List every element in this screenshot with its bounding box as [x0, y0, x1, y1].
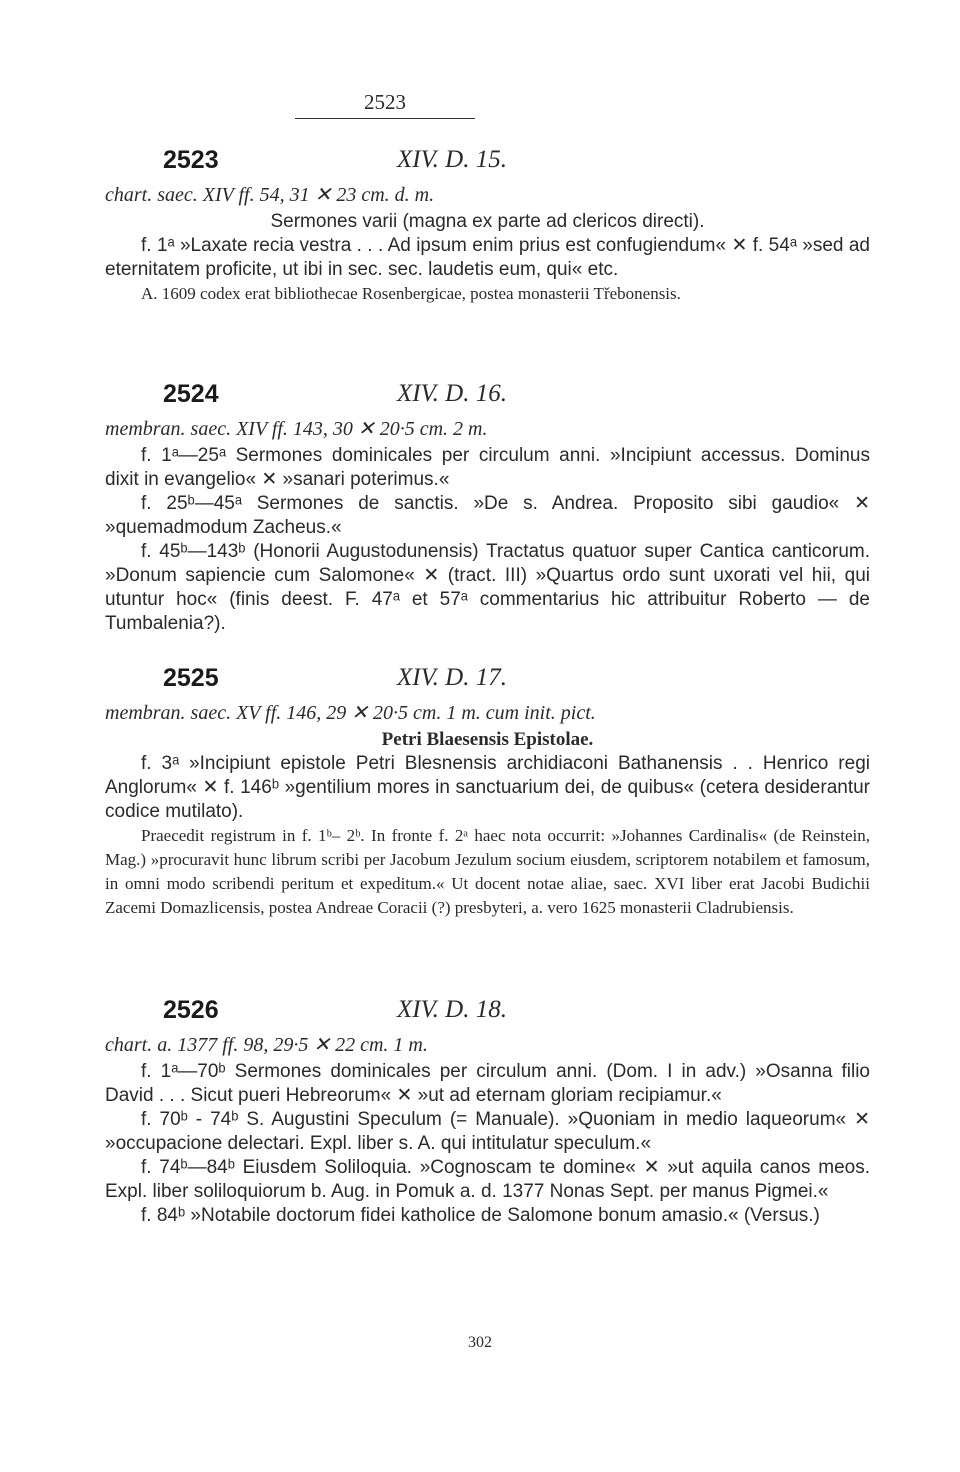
physical-description: chart. saec. XIV ff. 54, 31 ✕ 23 cm. d. m. [105, 184, 435, 206]
entry-number: 2524 [163, 380, 219, 408]
entry-paragraph: f. 25ᵇ—45ᵃ Sermones de sanctis. »De s. Andrea. Proposito sibi gaudio« ✕ »quemadmodum Zacheus.« [105, 493, 870, 538]
page-header: 2523 [364, 90, 406, 114]
entry-2524 [105, 380, 870, 636]
entry-paragraph: f. 1ᵃ—25ᵃ Sermones dominicales per circulum anni. »Incipiunt accessus. Dominus dixit in evangelio« ✕ »sanari poterimus.« [105, 445, 870, 490]
physical-description: membran. saec. XIV ff. 143, 30 ✕ 20·5 cm. 2 m. [105, 418, 488, 440]
entry-paragraph: f. 3ᵃ »Incipiunt epistole Petri Blesnensis archidiaconi Bathanensis . . Henrico regi Anglorum« ✕ f. 146ᵇ »gentilium mores in sanctuarium dei, de quibus« (cetera desiderantur codice mutilato). [105, 753, 870, 822]
shelf-signature: XIV. D. 18. [397, 996, 507, 1023]
entry-paragraph: f. 1ᵃ—70ᵇ Sermones dominicales per circulum anni. (Dom. I in adv.) »Osanna filio David . . . Sicut pueri Hebreorum« ✕ »ut ad eternam gloriam recipiamur.« [105, 1061, 870, 1106]
shelf-signature: XIV. D. 16. [397, 380, 507, 407]
entry-number: 2523 [163, 146, 219, 174]
entry-paragraph: f. 74ᵇ—84ᵇ Eiusdem Soliloquia. »Cognoscam te domine« ✕ »ut aquila canos meos. Expl. liber soliloquiorum b. Aug. in Pomuk a. d. 1377 Nonas Sept. per manus Pigmei.« [105, 1157, 870, 1202]
header-rule [295, 118, 475, 119]
shelf-signature: XIV. D. 17. [397, 664, 507, 691]
entry-paragraph: f. 1ᵃ »Laxate recia vestra . . . Ad ipsum enim prius est confugiendum« ✕ f. 54ᵃ »sed ad eternitatem proficite, ut ibi in sec. sec. laudetis eum, qui« etc. [105, 235, 870, 280]
physical-description: membran. saec. XV ff. 146, 29 ✕ 20·5 cm. 1 m. cum init. pict. [105, 702, 596, 724]
entry-2525 [105, 664, 870, 920]
entry-title: Sermones varii (magna ex parte ad clericos directi). [270, 211, 705, 232]
entry-number: 2526 [163, 996, 219, 1024]
entry-note: Praecedit registrum in f. 1ᵇ– 2ᵇ. In fronte f. 2ᵃ haec nota occurrit: »Johannes Cardinalis« (de Reinstein, Mag.) »procuravit hunc librum scribi per Jacobum Jezulum socium eiusdem, scriptorem notabilem et famosum, in omni modo scribendi peritum et expeditum.« Ut docent notae aliae, saec. XVI liber erat Jacobi Budichii Zacemi Domazlicensis, postea Andreae Coracii (?) presbyteri, a. vero 1625 monasterii Cladrubiensis. [105, 826, 870, 917]
entry-note: A. 1609 codex erat bibliothecae Rosenbergicae, postea monasterii Třebonensis. [141, 284, 681, 303]
entry-2526 [105, 996, 870, 1228]
physical-description: chart. a. 1377 ff. 98, 29·5 ✕ 22 cm. 1 m. [105, 1034, 428, 1056]
entry-2523 [105, 146, 870, 306]
entry-paragraph: f. 45ᵇ—143ᵇ (Honorii Augustodunensis) Tractatus quatuor super Cantica canticorum. »Donum sapiencie cum Salomone« ✕ (tract. III) »Quartus ordo sunt uxorati vel hii, qui utuntur hoc« (finis deest. F. 47ᵃ et 57ᵃ commentarius hic attribuitur Roberto — de Tumbalenia?). [105, 541, 870, 634]
entry-number: 2525 [163, 664, 219, 692]
entry-title: Petri Blaesensis Epistolae. [381, 729, 594, 750]
entry-paragraph: f. 84ᵇ »Notabile doctorum fidei katholice de Salomone bonum amasio.« (Versus.) [141, 1205, 820, 1226]
page-number: 302 [468, 1334, 492, 1351]
entry-paragraph: f. 70ᵇ - 74ᵇ S. Augustini Speculum (= Manuale). »Quoniam in medio laqueorum« ✕ »occupacione delectari. Expl. liber s. A. qui intitulatur speculum.« [105, 1109, 870, 1154]
shelf-signature: XIV. D. 15. [397, 146, 507, 173]
